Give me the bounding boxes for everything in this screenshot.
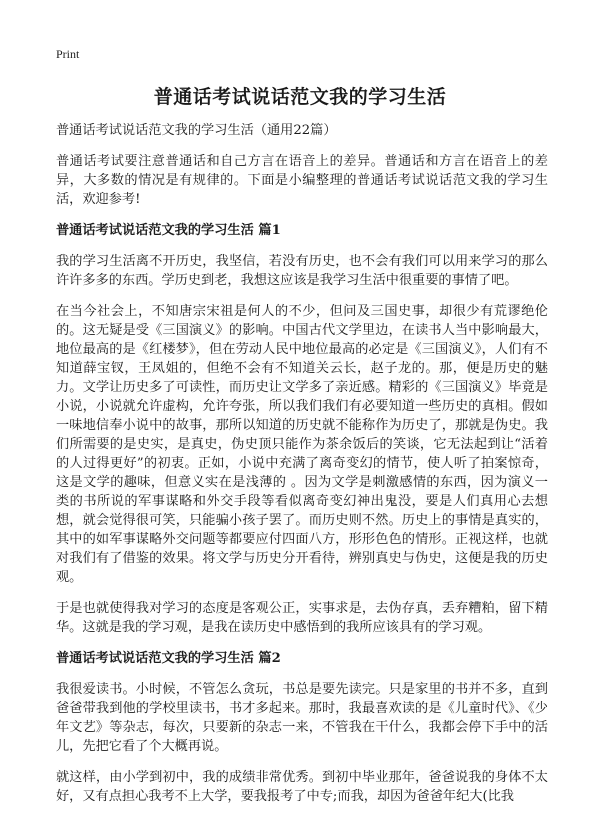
article-body	[56, 121, 548, 818]
article-subtitle: 普通话考试说话范文我的学习生活（通用22篇）	[56, 123, 337, 138]
intro-paragraph: 普通话考试要注意普通话和自己方言在语音上的差异。普通话和方言在语音上的差异，大多数的情况是有规律的。下面是小编整理的普通话考试说话范文我的学习生活，欢迎参考!	[56, 154, 548, 207]
page-title: 普通话考试说话范文我的学习生活	[153, 86, 447, 108]
paragraph: 我很爱读书。小时候，不管怎么贪玩，书总是要先读完。只是家里的书并不多，直到爸爸带我到他的学校里读书，书才多起来。那时，我最喜欢读的是《儿童时代》、《少年文艺》等杂志，每次，只要新的杂志一来，不管我在干什么，我都会停下手中的活儿，先把它看了个大概再说。	[56, 682, 548, 754]
section-heading: 普通话考试说话范文我的学习生活 篇2	[56, 651, 281, 666]
paragraph: 就这样，由小学到初中，我的成绩非常优秀。到初中毕业那年，爸爸说我的身体不太好，又有点担心我考不上大学，要我报考了中专;而我，却因为爸爸年纪大(比我	[56, 770, 548, 804]
paragraph: 我的学习生活离不开历史，我坚信，若没有历史，也不会有我们可以用来学习的那么许许多多的东西。学历史到老，我想这应该是我学习生活中很重要的事情了吧。	[56, 254, 548, 288]
paragraph: 于是也就使得我对学习的态度是客观公正，实事求是，去伪存真，丢弃糟粕，留下精华。这就是我的学习观，是我在读历史中感悟到的我所应该具有的学习观。	[56, 601, 548, 635]
paragraph: 在当今社会上，不知唐宗宋祖是何人的不少，但问及三国史事，却很少有荒谬绝伦的。这无疑是受《三国演义》的影响。中国古代文学里边，在读书人当中影响最大，地位最高的是《红楼梦》，但在劳动人民中地位最高的必定是《三国演义》，人们有不知道薛宝钗，王凤姐的，但绝不会有不知道关云长，赵子龙的。那，便是历史的魅力。文学让历史多了可读性，而历史让文学多了亲近感。精彩的《三国演义》毕竟是小说，小说就允许虚构，允许夸张，所以我们我们有必要知道一些历史的真相。假如一味地信奉小说中的故事，那所以知道的历史就不能称作为历史了，那就是伪史。我们所需要的是史实，是真史，伪史顶只能作为茶余饭后的笑谈，它无法起到让“活着的人过得更好”的初衷。正如，小说中充满了离奇变幻的情节，使人听了拍案惊奇，这是文学的趣味，但意义实在是浅薄的 。因为文学是刺激感情的东西，因为演义一类的书所说的军事谋略和外交手段等看似离奇变幻神出鬼没，要是人们真用心去想想，就会觉得很可笑，只能骗小孩子罢了。而历史则不然。历史上的事情是真实的，其中的如军事谋略外交问题等都要应付四面八方，形形色色的情形。正视这样，也就对我们有了借鉴的效果。将文学与历史分开看待，辨别真史与伪史，这便是我的历史观。	[56, 304, 548, 585]
print-link[interactable]: Print	[56, 47, 80, 61]
section-heading: 普通话考试说话范文我的学习生活 篇1	[56, 223, 281, 238]
